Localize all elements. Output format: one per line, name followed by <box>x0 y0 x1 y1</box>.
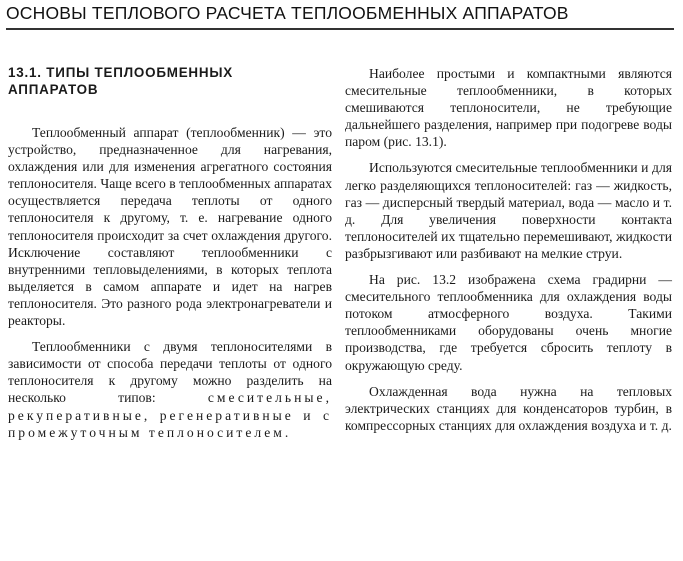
running-head: ОСНОВЫ ТЕПЛОВОГО РАСЧЕТА ТЕПЛООБМЕННЫХ АППАРАТОВ <box>6 3 569 23</box>
right-column <box>345 65 672 443</box>
paragraph: Используются смесительные теплообменники и для легко разделяющихся теплоносителей: газ — жидкость, газ — дисперсный твердый материал, вода — масло и т. д. Для увеличения поверхности контакта теплоносителей их тщательно перемешивают, жидкости разбрызгивают или разбивают на мелкие струи. <box>345 160 672 261</box>
paragraph: На рис. 13.2 изображена схема градирни — смесительного теплообменника для охлаждения воды потоком атмосферного воздуха. Такими теплообменниками оборудованы очень многие производства, где требуется сбросить теплоту в окружающую среду. <box>345 272 672 373</box>
paragraph: Наиболее простыми и компактными являются смесительные теплообменники, в которых смешиваются теплоносители, не требующие дальнейшего разделения, например при подогреве воды паром (рис. 13.1). <box>345 66 672 150</box>
paragraph-lead: Теплообменники с двумя теплоносителями в зависимости от способа передачи теплоты от одного теплоносителя к другому можно разделить на несколько типов: <box>8 339 332 406</box>
heat-exchanger-types: смесительные, рекуперативные, регенеративные и с промежуточным теплоносителем. <box>8 390 332 440</box>
paragraph: Охлажденная вода нужна на тепловых электрических станциях для конденсаторов турбин, в компрессорных станциях для охлаждения воздуха и т. д. <box>345 383 672 433</box>
left-column <box>8 64 332 450</box>
header-rule <box>6 28 674 30</box>
paragraph <box>8 338 332 441</box>
section-heading: 13.1. ТИПЫ ТЕПЛООБМЕННЫХ АППАРАТОВ <box>8 65 234 97</box>
paragraph: Теплообменный аппарат (теплообменник) — это устройство, предназначенное для нагревания, охлаждения или для изменения агрегатного состояния теплоносителя. Чаще всего в теплообменных аппаратах осуществляется передача теплоты от одного теплоносителя к другому, т. е. нагревание одного теплоносителя происходит за счет охлаждения другого. Исключение составляют теплообменники с внутренними тепловыделениями, в которых теплота выделяется в самом аппарате и идет на нагрев теплоносителя. Это разного рода электронагреватели и реакторы. <box>8 125 332 329</box>
